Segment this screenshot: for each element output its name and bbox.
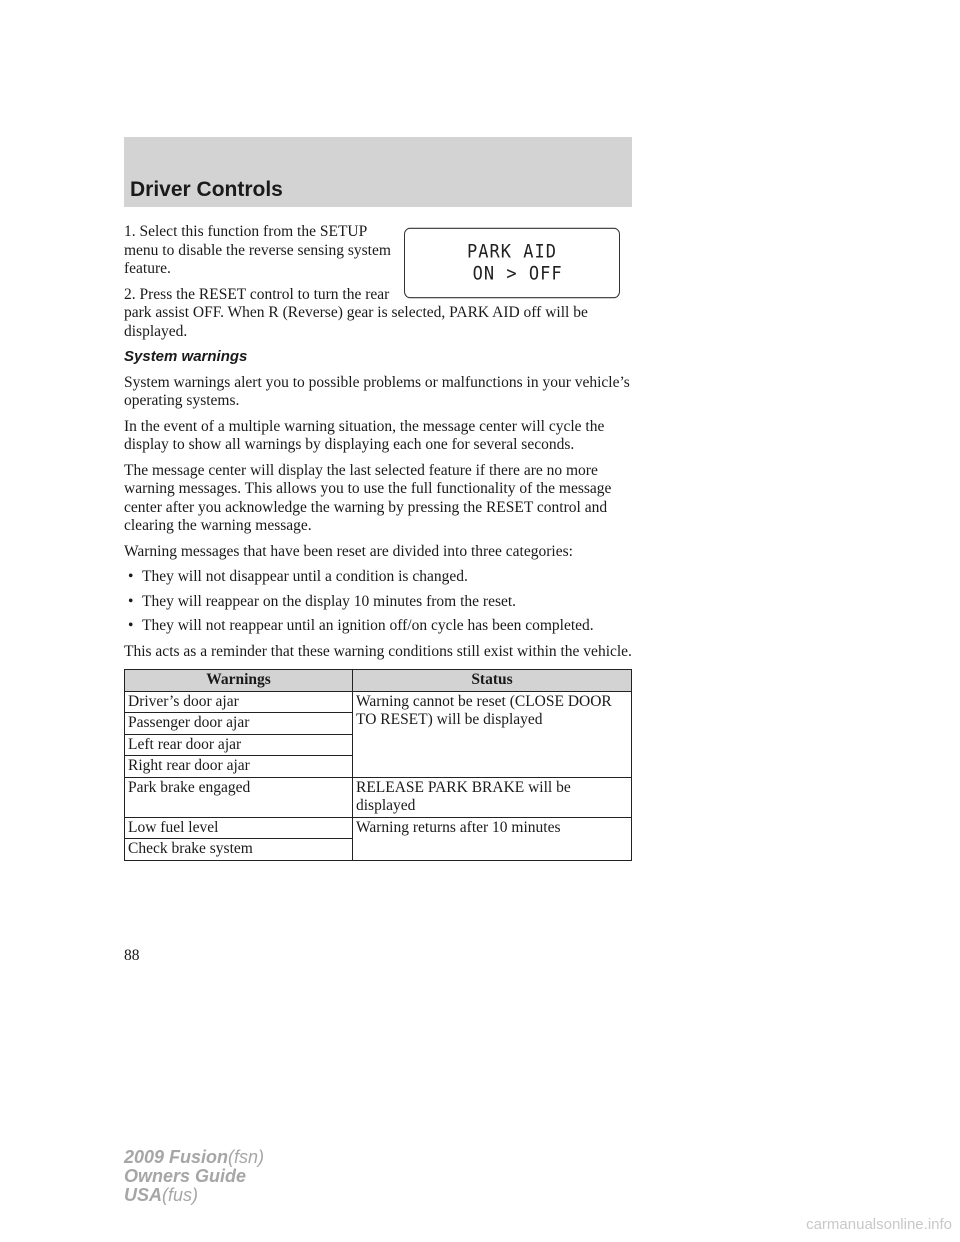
section-header [124,137,632,207]
paragraph: Warning messages that have been reset are divided into three categories: [124,542,573,560]
display-line-2: ON > OFF [461,263,563,285]
system-warnings-heading: System warnings [124,348,248,365]
footer-market: USA [124,1185,163,1205]
column-header-warnings: Warnings [125,670,353,692]
display-line-1: PARK AID [467,241,557,263]
paragraph: In the event of a multiple warning situation, the message center will cycle the display to show all warnings by displaying each one for several seconds. [124,417,605,453]
status-cell: RELEASE PARK BRAKE will be displayed [353,777,632,817]
warning-cell: Low fuel level [125,817,353,839]
page-content [124,223,632,861]
warning-cell: Passenger door ajar [125,713,353,735]
paragraph: This acts as a reminder that these warning conditions still exist within the vehicle. [124,642,632,660]
table-header-row [125,670,632,692]
list-item: • They will not reappear until an ignition off/on cycle has been completed. [124,617,632,636]
footer-guide: Owners Guide [124,1166,247,1186]
warning-cell: Right rear door ajar [125,756,353,778]
document-footer [124,1148,264,1205]
column-header-status: Status [353,670,632,692]
list-item: • They will reappear on the display 10 minutes from the reset. [124,593,632,612]
footer-market-code: (fus) [162,1185,199,1205]
step-1: 1. Select this function from the SETUP menu to disable the reverse sensing system feature. [124,223,391,277]
paragraph: The message center will display the last selected feature if there are no more warning messages. This allows you to use the full functionality of the message center after you acknowledge the warning by pressing the RESET control and clearing the warning message. [124,461,612,534]
step-2: 2. Press the RESET control to turn the rear park assist OFF. When R (Reverse) gear is selected, PARK AID off will be displayed. [124,285,588,340]
section-title: Driver Controls [130,178,283,201]
footer-line [124,1167,264,1186]
footer-model: 2009 Fusion [124,1147,229,1167]
table-row [125,817,632,839]
park-aid-display-illustration [404,228,620,298]
footer-line [124,1148,264,1167]
status-cell: Warning returns after 10 minutes [353,817,632,860]
list-item: • They will not disappear until a condition is changed. [124,568,632,587]
warning-cell: Park brake engaged [125,777,353,817]
table-row [125,777,632,817]
page-number: 88 [124,947,140,964]
warning-cell: Driver’s door ajar [125,691,353,713]
warning-cell: Left rear door ajar [125,734,353,756]
footer-line [124,1186,264,1205]
watermark: carmanualsonline.info [806,1216,952,1233]
warnings-table [124,669,632,861]
category-list [124,568,632,636]
status-cell: Warning cannot be reset (CLOSE DOOR TO RESET) will be displayed [353,691,632,777]
table-row [125,691,632,713]
warning-cell: Check brake system [125,839,353,861]
paragraph: System warnings alert you to possible problems or malfunctions in your vehicle’s operating systems. [124,373,630,409]
footer-model-code: (fsn) [228,1147,265,1167]
